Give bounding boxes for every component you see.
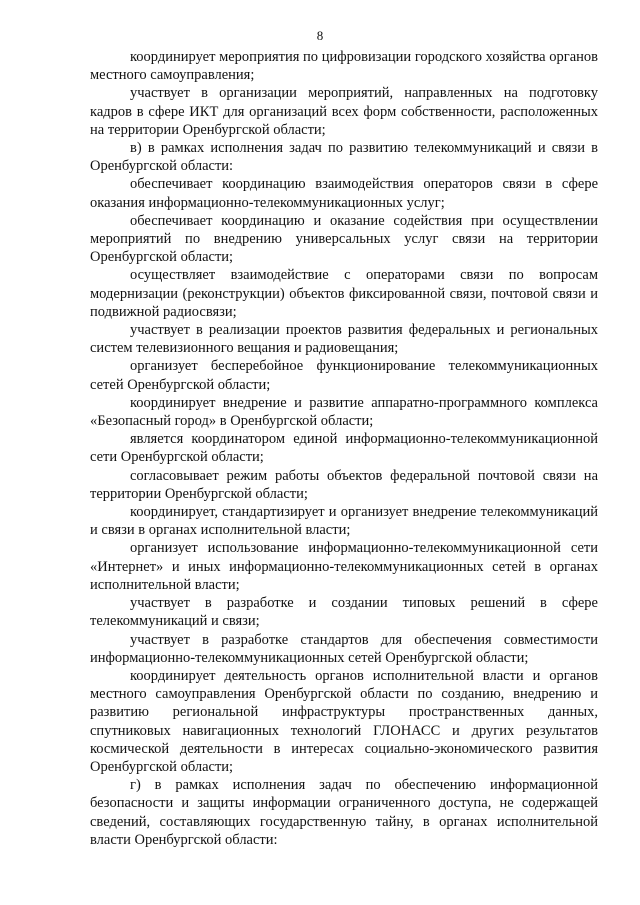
paragraph: участвует в организации мероприятий, направленных на подготовку кадров в сфере ИКТ для организаций всех форм собственности, расположенных на территории Оренбургской области;	[90, 85, 598, 138]
paragraph: координирует мероприятия по цифровизации городского хозяйства органов местного самоуправления;	[90, 49, 598, 84]
paragraph: г) в рамках исполнения задач по обеспечению информационной безопасности и защиты информации ограниченного доступа, не содержащей сведений, составляющих государственную тайну, в органах исполнительной власти Оренбургской области:	[90, 777, 598, 848]
paragraph: обеспечивает координацию и оказание содействия при осуществлении мероприятий по внедрению универсальных услуг связи на территории Оренбургской области;	[90, 212, 598, 266]
paragraph: организует бесперебойное функционирование телекоммуникационных сетей Оренбургской области;	[90, 358, 598, 393]
paragraph: участвует в разработке и создании типовых решений в сфере телекоммуникаций и связи;	[90, 595, 598, 630]
paragraph: координирует внедрение и развитие аппаратно-программного комплекса «Безопасный город» в Оренбургской области;	[90, 394, 598, 430]
paragraph: координирует, стандартизирует и организует внедрение телекоммуникаций и связи в органах исполнительной власти;	[90, 504, 598, 539]
document-body	[90, 48, 598, 849]
page-number: 8	[316, 28, 324, 43]
paragraph: осуществляет взаимодействие с операторами связи по вопросам модернизации (реконструкции) объектов фиксированной связи, почтовой связи и подвижной радиосвязи;	[90, 267, 598, 320]
paragraph: координирует деятельность органов исполнительной власти и органов местного самоуправления Оренбургской области по созданию, внедрению и развитию региональной инфраструктуры пространственных данных, спутниковых навигационных технологий ГЛОНАСС и других результатов космической деятельности в интересах социально-экономического развития Оренбургской области;	[90, 667, 598, 775]
paragraph: участвует в реализации проектов развития федеральных и региональных систем телевизионного вещания и радиовещания;	[90, 322, 598, 357]
paragraph: обеспечивает координацию взаимодействия операторов связи в сфере оказания информационно-телекоммуникационных услуг;	[90, 176, 598, 211]
paragraph: согласовывает режим работы объектов федеральной почтовой связи на территории Оренбургской области;	[90, 467, 598, 502]
paragraph: участвует в разработке стандартов для обеспечения совместимости информационно-телекоммуникационных сетей Оренбургской области;	[90, 631, 598, 666]
paragraph: организует использование информационно-телекоммуникационной сети «Интернет» и иных информационно-телекоммуникационных сетей в органах исполнительной власти;	[90, 540, 598, 593]
paragraph: является координатором единой информационно-телекоммуникационной сети Оренбургской области;	[90, 431, 598, 466]
paragraph: в) в рамках исполнения задач по развитию телекоммуникаций и связи в Оренбургской области:	[90, 140, 598, 175]
